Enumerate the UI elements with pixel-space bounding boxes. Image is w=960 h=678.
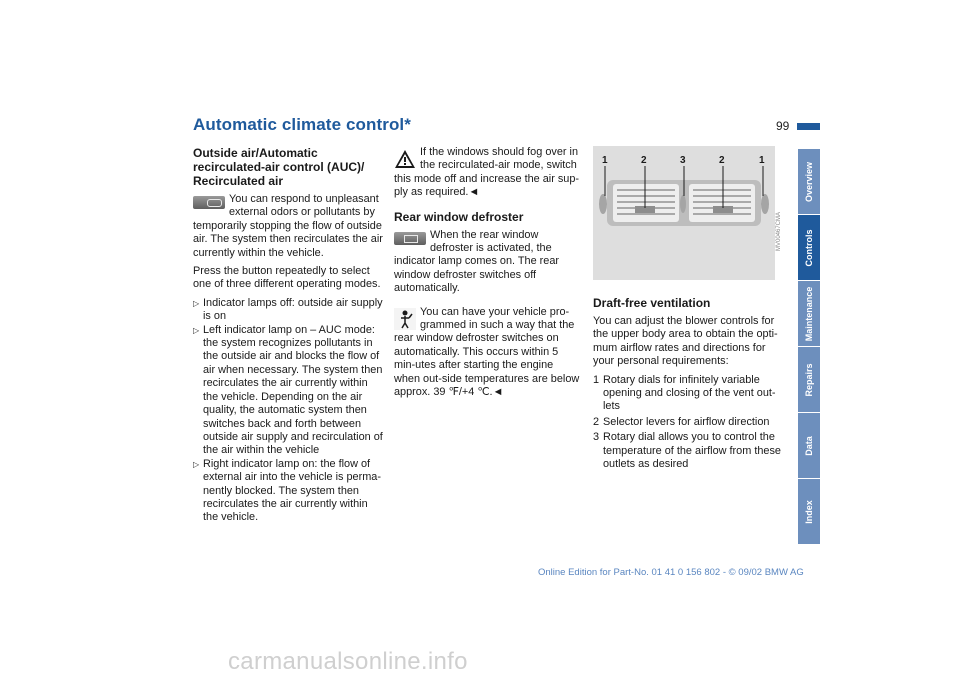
column-3 xyxy=(593,296,783,473)
tab-maintenance[interactable] xyxy=(798,281,820,346)
callout-label: 2 xyxy=(719,155,725,166)
column-2 xyxy=(394,146,582,405)
tab-controls[interactable] xyxy=(798,215,820,280)
ventilation-intro: You can adjust the blower controls for the upper body area to obtain the opti-mum airflow rates and directions for your personal requirements: xyxy=(593,315,778,368)
programming-note xyxy=(394,306,582,400)
list-item: ▷ Right indicator lamp on: the flow of external air into the vehicle is perma-nently blocked. The system then recirculates the air currently within the vehicle. xyxy=(193,458,383,525)
section-heading-auc: Outside air/Automatic recirculated-air control (AUC)/ Recirculated air xyxy=(193,146,365,188)
list-item: ▷ Indicator lamps off: outside air supply is on xyxy=(193,297,383,324)
auc-modes-text: Press the button repeatedly to select one of three different operating modes. xyxy=(193,265,381,291)
tab-label: Data xyxy=(804,435,814,456)
item-number: 3 xyxy=(593,431,600,444)
center-vent-illustration xyxy=(593,146,775,280)
auc-intro xyxy=(193,193,383,260)
section-heading-ventilation: Draft-free ventilation xyxy=(593,296,711,310)
defroster-button-icon xyxy=(394,232,426,245)
tab-repairs[interactable] xyxy=(798,347,820,412)
tab-data[interactable] xyxy=(798,413,820,478)
tab-label: Index xyxy=(804,499,814,524)
warning-text: If the windows should fog over in the recirculated-air mode, switch this mode off and increase the air sup-ply as required.◄ xyxy=(394,146,580,199)
warning-icon xyxy=(394,148,416,170)
callout-label: 1 xyxy=(759,155,765,166)
site-watermark: carmanualsonline.info xyxy=(228,648,468,675)
item-text: Rotary dials for infinitely variable opening and closing of the vent out-lets xyxy=(603,373,776,413)
list-item xyxy=(593,431,783,471)
defroster-intro xyxy=(394,229,582,296)
recirculation-button-icon xyxy=(193,196,225,209)
callout-label: 3 xyxy=(680,155,686,166)
page-number: 99 xyxy=(776,119,790,133)
list-item xyxy=(593,416,783,429)
page-title: Automatic climate control* xyxy=(193,115,411,134)
item-number: 2 xyxy=(593,415,600,428)
item-text: Rotary dial allows you to control the temperature of the airflow from these outlets as desired xyxy=(603,431,781,471)
callout-label: 2 xyxy=(641,155,647,166)
item-text: Selector levers for airflow direction xyxy=(603,415,770,428)
vent-photo xyxy=(593,146,775,280)
tab-overview[interactable] xyxy=(798,149,820,214)
vent-controls-list xyxy=(593,374,783,472)
page-number-bar xyxy=(797,123,820,130)
tab-index[interactable] xyxy=(798,479,820,544)
warning-note xyxy=(394,146,582,200)
mechanic-icon xyxy=(394,308,416,330)
list-item xyxy=(593,374,783,414)
column-1 xyxy=(193,146,383,530)
list-item: ▷ Left indicator lamp on – AUC mode: the system recognizes pollutants in the outside air and blocks the flow of air when necessary. The system then recirculates the air currently within the vehicle. Depending on the air quality, the automatic system then switches back and forth between outside air supply and recirculation of the air within the vehicle xyxy=(193,324,383,458)
defroster-intro-text: When the rear window defroster is activated, the indicator lamp comes on. The rear window defroster switches off automatically. xyxy=(394,228,560,295)
tab-label: Overview xyxy=(804,161,814,202)
footer-edition: Online Edition for Part-No. 01 41 0 156 802 - © 09/02 BMW AG xyxy=(538,567,804,578)
tab-label: Controls xyxy=(804,229,814,266)
auc-mode-list xyxy=(193,297,383,525)
section-heading-defroster: Rear window defroster xyxy=(394,209,524,224)
callout-label: 1 xyxy=(602,155,608,166)
item-number: 1 xyxy=(593,373,600,386)
tab-label: Repairs xyxy=(804,362,814,397)
auc-intro-text: You can respond to unpleasant external odors or pollutants by temporarily stopping the flow of outside air. The system then recirculates the air currently within the vehicle. xyxy=(193,193,383,259)
tab-label: Maintenance xyxy=(804,286,814,341)
programming-note-text: You can have your vehicle pro-grammed in such a way that the rear window defroster switches on automatically. This occurs within 5 min-utes after starting the engine when out-side temperatures are below approx. 39 ℉/+4 ℃.◄ xyxy=(394,305,580,399)
image-code: MV00467CMA xyxy=(776,211,782,251)
